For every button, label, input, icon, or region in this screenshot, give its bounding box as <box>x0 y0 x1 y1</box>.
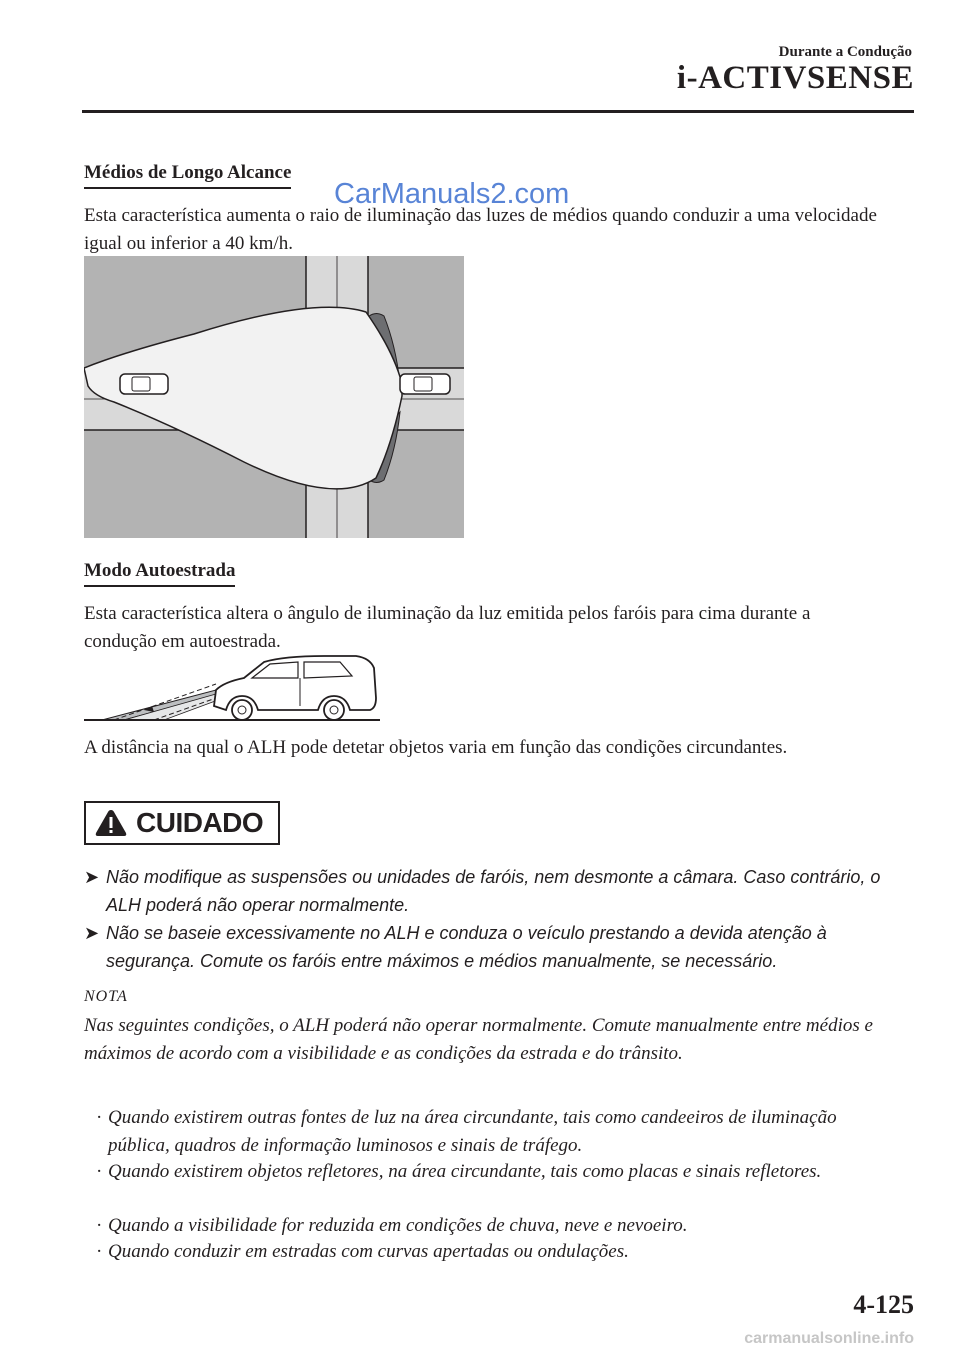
arrow-bullet-icon: ➤ <box>84 923 100 943</box>
section-text-highway-mode: Esta característica altera o ângulo de iluminação da luz emitida pelos faróis para cima durante a condução em autoestrada. <box>84 603 811 652</box>
caution-item-text: Não modifique as suspensões ou unidades de faróis, nem desmonte a câmara. Caso contrário, o ALH poderá não operar normalmente. <box>106 867 881 915</box>
caution-label: CUIDADO <box>136 807 264 838</box>
arrow-bullet-icon: ➤ <box>84 867 100 887</box>
note-list-item <box>96 1104 896 1160</box>
caution-item <box>84 919 894 975</box>
note-list-item <box>96 1238 896 1266</box>
section-title-highway-mode: Modo Autoestrada <box>84 560 235 587</box>
section-title-long-range: Médios de Longo Alcance <box>84 162 291 189</box>
dot-bullet-icon: · <box>96 1107 103 1128</box>
note-text: Nas seguintes condições, o ALH poderá não operar normalmente. Comute manualmente entre médios e máximos de acordo com a visibilidade e as condições da estrada e do trânsito. <box>84 1015 873 1064</box>
suv-car-icon <box>214 656 376 720</box>
header-chapter: i-ACTIVSENSE <box>676 60 914 96</box>
note-list-item-text: Quando existirem outras fontes de luz na área circundante, tais como candeeiros de iluminação pública, quadros de informação luminosos e sinais de tráfego. <box>108 1107 837 1156</box>
section-text-long-range: Esta característica aumenta o raio de iluminação das luzes de médios quando conduzir a uma velocidade igual ou inferior a 40 km/h. <box>84 205 877 254</box>
page-number: 4-125 <box>853 1290 914 1319</box>
header-section: Durante a Condução <box>778 44 912 60</box>
warning-triangle-icon <box>94 808 128 838</box>
note-heading: NOTA <box>84 988 128 1005</box>
highway-mode-figure <box>84 654 380 724</box>
note-list-item-text: Quando a visibilidade for reduzida em condições de chuva, neve e nevoeiro. <box>108 1215 688 1236</box>
dot-bullet-icon: · <box>96 1215 103 1236</box>
caution-box <box>84 801 280 845</box>
note-list-item-text: Quando existirem objetos refletores, na área circundante, tais como placas e sinais refletores. <box>108 1161 822 1182</box>
dot-bullet-icon: · <box>96 1161 103 1182</box>
header-rule <box>82 110 914 113</box>
watermark-text: CarManuals2.com <box>334 178 570 210</box>
note-list-item-text: Quando conduzir em estradas com curvas apertadas ou ondulações. <box>108 1241 629 1262</box>
caution-item-text: Não se baseie excessivamente no ALH e conduza o veículo prestando a devida atenção à segurança. Comute os faróis entre máximos e médios manualmente, se necessário. <box>106 923 827 971</box>
caution-item <box>84 863 894 919</box>
note-list-item <box>96 1158 896 1186</box>
detection-distance-text: A distância na qual o ALH pode detetar objetos varia em função das condições circundantes. <box>84 737 788 758</box>
note-list-item <box>96 1212 896 1240</box>
dot-bullet-icon: · <box>96 1241 103 1262</box>
car-right-icon <box>400 374 450 394</box>
car-left-icon <box>120 374 168 394</box>
intersection-illumination-figure <box>84 256 464 538</box>
footer-watermark: carmanualsonline.info <box>744 1330 914 1347</box>
